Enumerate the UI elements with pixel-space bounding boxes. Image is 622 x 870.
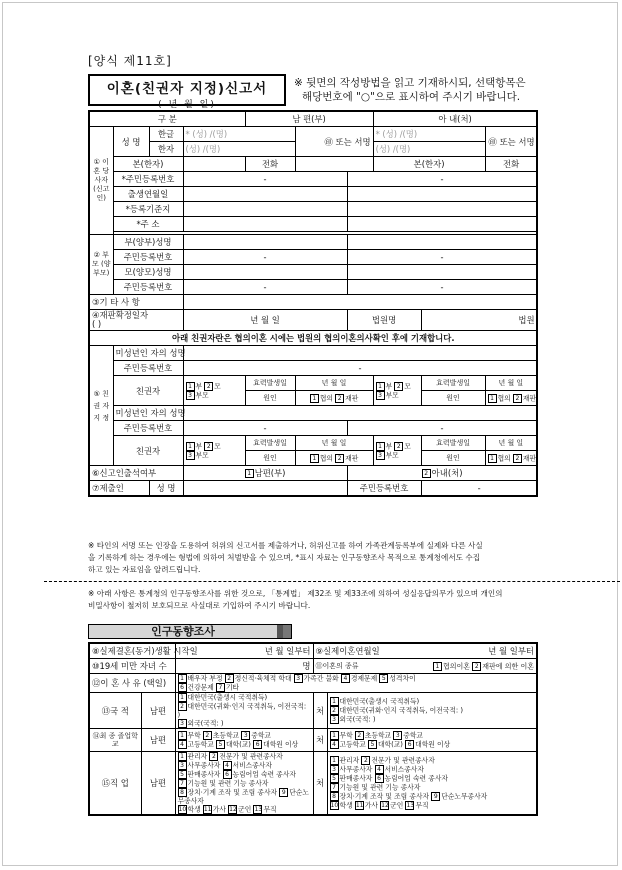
court-name-label: 법원명 [347,310,421,331]
husband-name-hanja-field[interactable]: (성) /(명) [183,142,295,157]
form-number: [양식 제11호] [88,54,172,68]
effective-label-h1: 효력발생일 [245,376,295,391]
other-matters-label: ③기 타 사 항 [89,295,183,310]
header-wife: 아 내(처) [373,111,537,127]
minor-name-label-1: 미성년인 자의 성명 [113,346,183,361]
form-title: 이혼(친권자 지정)신고서 [106,81,268,97]
q13-label: ⑬국 적 [89,693,141,729]
minor-rrn-field-2b[interactable]: - [347,421,537,436]
legal-notice-3: 하고 있는 자료임을 알려드립니다. [88,565,201,574]
husband-mother-field[interactable] [183,265,347,280]
husband-phone-label: 전화 [245,157,295,172]
notice-line-1: ※ 뒷면의 작성방법을 읽고 기재하시되, 선택항목은 [294,77,526,89]
cause-opts-h2[interactable]: 1 협의 2 재판 [295,451,373,466]
husband-father-rrn[interactable]: - [183,250,347,265]
effective-label-h2: 효력발생일 [245,436,295,451]
bonjeok-label: 본(한자) [113,157,183,172]
q9-label: ⑨실제이혼연월일 [315,646,380,656]
court-date-label-1: ④재판확정일자 [92,310,149,320]
rrn-label: *주민등록번호 [113,172,183,187]
hangul-label: 한글 [149,127,183,142]
husband-seal-field[interactable]: ㊞ 또는 서명 [295,127,373,157]
effective-date-w1[interactable]: 년 월 일 [485,376,537,391]
q9-field[interactable]: 년 월 일부터 [488,646,535,656]
q13-husband-label: 남편 [141,693,175,729]
q14-wife-label: 처 [313,729,327,752]
wife-address-field[interactable] [347,217,537,232]
cause-label-h2: 원인 [245,451,295,466]
notice-line-2: 해당번호에 "○"으로 표시하여 주시기 바랍니다. [302,91,521,103]
effective-date-h2[interactable]: 년 월 일 [295,436,373,451]
q15-husband-opts[interactable]: 1 관리자 2 전문가 및 관련종사자 3 사무종사자 4 서비스종사자 5 판매종사자 6 농림어업 숙련 종사자 7 기능원 및 관련 기능 종사자 8 장치·기계 조작 및 조립 종사자 9 단순노무종사자 10학생 11가사 12군인 13무직 [175,752,313,816]
wife-registry-field[interactable] [347,202,537,217]
minor-name-label-2: 미성년인 자의 성명 [113,406,183,421]
survey-table [88,642,538,816]
effective-date-h1[interactable]: 년 월 일 [295,376,373,391]
wife-name-hangul-field[interactable]: * (성) /(명) [373,127,485,142]
wife-bonjeok-label: 본(한자) [373,157,485,172]
appear-label: ⑥신고인출석여부 [89,466,183,481]
appear-wife-opt[interactable]: 2 아내(처) [347,466,537,481]
wife-birth-field[interactable] [347,187,537,202]
husband-bonjeok-field[interactable] [183,157,245,172]
header-gubun: 구 분 [89,111,245,127]
divider [44,581,620,582]
survey-notice [88,588,538,612]
header-husband: 남 편(부) [245,111,373,127]
q13-wife-opts[interactable]: 1 대한민국(출생시 국적취득) 2 대한민국(귀화·인지 국적취득, 이전국적: ) 3 외국(국적: ) [327,693,537,729]
father-name-label: 부(양부)성명 [113,235,183,250]
wife-phone-label: 전화 [485,157,537,172]
husband-rrn-field[interactable]: - [183,172,347,187]
other-matters-field[interactable] [183,295,537,310]
main-form-table [88,110,538,497]
submitter-rrn-field[interactable]: - [421,481,537,497]
q13-husband-opts[interactable]: 1 대한민국(출생시 국적취득) 2 대한민국(귀화·인지 국적취득, 이전국적: ) 3 외국(국적: ) [175,693,313,729]
address-label: *주 소 [113,217,183,232]
minor-rrn-label-1: 주민등록번호 [113,361,183,376]
q14-wife-opts[interactable]: 1 무학 2 초등학교 3 중학교 4 고등학교 5 대학(교) 6 대학원 이상 [327,729,537,752]
q10-label: ⑩19세 미만 자녀 수 [89,659,175,674]
survey-title-box [88,624,292,639]
husband-name-hangul-field[interactable]: * (성) /(명) [183,127,295,142]
court-name-field[interactable]: 법원 [421,310,537,331]
court-date-field[interactable]: 년 월 일 [183,310,347,331]
name-label: 성 명 [113,127,149,157]
q11-row [313,659,537,674]
minor-rrn-field-2a[interactable]: - [183,421,347,436]
q11-opts[interactable]: 1 협의이혼 2 재판에 의한 이혼 [433,662,534,671]
minor-rrn-label-2: 주민등록번호 [113,421,183,436]
husband-father-field[interactable] [183,235,347,250]
form-date-line: ( 년 월 일) [158,100,216,110]
husband-mother-rrn[interactable]: - [183,280,347,295]
cause-opts-h1[interactable]: 1 협의 2 재판 [295,391,373,406]
wife-mother-field[interactable] [347,265,537,280]
minor-rrn-field-1[interactable]: - [183,361,537,376]
father-rrn-label: 주민등록번호 [113,250,183,265]
custodian-opts-husband-1[interactable]: 1 부 2 모 3 부모 [183,376,245,406]
q15-wife-label: 처 [313,752,327,816]
q15-wife-opts[interactable]: 1 관리자 2 전문가 및 관련종사자 3 사무종사자 4 서비스종사자 5 판매종사자 6 농림어업 숙련 종사자 7 기능원 및 관련 기능 종사자 8 장치·기계 조작 및 조립 종사자 9 단순노무종사자 10학생 11가사 12군인 13무직 [327,752,537,816]
form-title-box [88,74,286,110]
survey-notice-2: 비밀사항이 철저히 보호되므로 사실대로 기입하여 주시기 바랍니다. [88,601,311,610]
custodian-opts-husband-2[interactable]: 1 부 2 모 3 부모 [183,436,245,466]
q13-wife-label: 처 [313,693,327,729]
q11-label: ⑪이혼의 종류 [315,661,359,670]
cause-label-w1: 원인 [421,391,485,406]
q8-label: ⑧실제결혼(동거)생활 시작일 [89,643,175,659]
q10-field[interactable]: 명 [175,659,313,674]
registry-label: *등록기준지 [113,202,183,217]
legal-notice-2: 을 기록하게 하는 경우에는 형법에 의하여 처벌받을 수 있으며, *표시 자료는 인구동향조사 목적으로 통계청에서도 수집 [88,553,481,562]
instruction-notice [294,76,544,104]
q14-label: ⑭최 종 졸업학교 [89,729,141,752]
survey-notice-1: ※ 아래 사항은 통계청의 인구동향조사를 위한 것으로, 「통계법」 제32조 및 제33조에 의하여 성실응답의무가 있으며 개인의 [88,589,503,598]
custody-banner: 아래 친권자란은 협의이혼 시에는 법원의 협의이혼의사확인 후에 기재합니다. [89,331,537,346]
survey-title: 인구동향조사 [89,625,283,638]
mother-rrn-label: 주민등록번호 [113,280,183,295]
court-date-label [89,310,183,331]
submitter-name-field[interactable] [183,481,347,497]
q15-label: ⑮직 업 [89,752,141,816]
custodian-opts-wife-1[interactable]: 1 부 2 모 3 부모 [373,376,421,406]
custodian-label-2: 친권자 [113,436,183,466]
cause-label-w2: 원인 [421,451,485,466]
wife-seal-field[interactable]: ㊞ 또는 서명 [485,127,537,157]
minor-name-field-2[interactable] [183,406,537,421]
wife-rrn-field[interactable]: - [347,172,537,187]
applicant-label: ① 이혼 당사자 (신고인) [89,127,113,235]
wife-name-hanja-field[interactable]: (성) /(명) [373,142,485,157]
wife-mother-rrn[interactable]: - [347,280,537,295]
q9-row [313,643,537,659]
birth-label: 출생연월일 [113,187,183,202]
q14-husband-label: 남편 [141,729,175,752]
custody-label: ⑤ 친 권 자 지 정 [89,346,113,466]
submitter-rrn-label: 주민등록번호 [347,481,421,497]
submitter-label: ⑦제출인 [89,481,149,497]
cause-label-h1: 원인 [245,391,295,406]
cause-opts-w2[interactable]: 1 협의 2 재판 [485,451,537,466]
husband-phone-field[interactable] [295,157,373,172]
custodian-opts-wife-2[interactable]: 1 부 2 모 3 부모 [373,436,421,466]
minor-name-field-1[interactable] [183,346,537,361]
effective-label-w1: 효력발생일 [421,376,485,391]
q12-opts[interactable]: 1 배우자 부정 2 정신적·육체적 학대 3 가족간 불화 4 경제문제 5 성격차이 6 건강문제 7 기타 [175,674,537,693]
court-date-label-2: ( ) [92,319,102,329]
custodian-label-1: 친권자 [113,376,183,406]
q12-label: ⑫이 혼 사 유 (택일) [89,674,175,693]
q14-husband-opts[interactable]: 1 무학 2 초등학교 3 중학교 4 고등학교 5 대학(교) 6 대학원 이상 [175,729,313,752]
submitter-name-label: 성 명 [149,481,183,497]
husband-birth-field[interactable] [183,187,347,202]
hanja-label: 한자 [149,142,183,157]
q15-husband-label: 남편 [141,752,175,816]
cause-opts-w1[interactable]: 1 협의 2 재판 [485,391,537,406]
effective-date-w2[interactable]: 년 월 일 [485,436,537,451]
mother-name-label: 모(양모)성명 [113,265,183,280]
legal-notice-1: ※ 타인의 서명 또는 인장을 도용하여 허위의 신고서를 제출하거나, 허위신고를 하여 가족관계등록부에 실제와 다른 사실 [88,541,483,550]
effective-label-w2: 효력발생일 [421,436,485,451]
appear-husband-opt[interactable]: 1 남편(부) [183,466,347,481]
wife-father-field[interactable] [347,235,537,250]
parents-label: ② 부모 (양부모) [89,235,113,295]
legal-notice [88,540,538,576]
q8-field[interactable]: 년 월 일부터 [175,643,313,659]
husband-address-field[interactable] [183,217,347,232]
husband-registry-field[interactable] [183,202,347,217]
wife-father-rrn[interactable]: - [347,250,537,265]
